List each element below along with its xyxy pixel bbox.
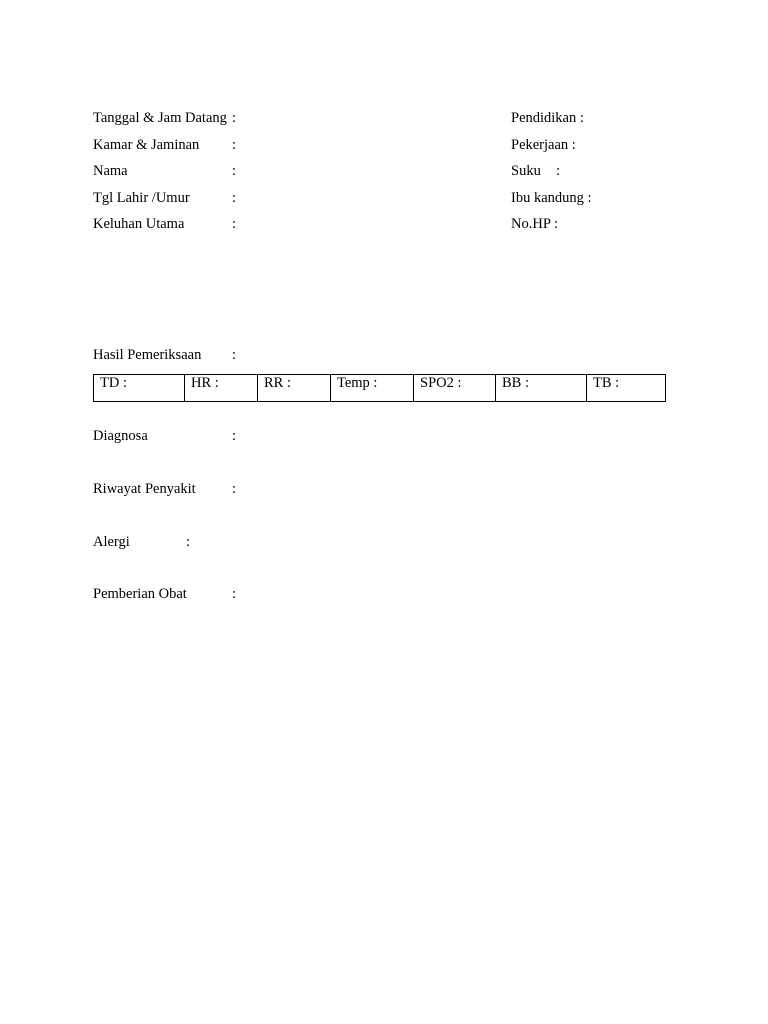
ethnicity-label: Suku [511, 163, 541, 179]
room-insurance-label: Kamar & Jaminan [93, 137, 200, 153]
medication-given-label: Pemberian Obat [93, 586, 187, 602]
mother-name-label: Ibu kandung : [511, 190, 592, 206]
main-complaint-colon: : [232, 216, 237, 232]
medical-history-colon: : [232, 481, 237, 497]
birthdate-age-colon: : [232, 190, 237, 206]
allergy-colon: : [186, 534, 191, 550]
vitals-row [94, 375, 666, 402]
vital-td-cell: TD : [94, 375, 185, 402]
arrival-datetime-colon: : [232, 110, 237, 126]
vital-rr-cell: RR : [258, 375, 331, 402]
education-label: Pendidikan : [511, 110, 584, 126]
vital-tb-cell: TB : [587, 375, 666, 402]
name-label: Nama [93, 163, 128, 179]
phone-number-label: No.HP : [511, 216, 558, 232]
arrival-datetime-label: Tanggal & Jam Datang [93, 110, 227, 126]
room-insurance-colon: : [232, 137, 237, 153]
occupation-label: Pekerjaan : [511, 137, 576, 153]
ethnicity-colon: : [556, 163, 561, 179]
vital-temp-cell: Temp : [331, 375, 414, 402]
medication-given-colon: : [232, 586, 237, 602]
vital-spo2-cell: SPO2 : [414, 375, 496, 402]
diagnosis-label: Diagnosa [93, 428, 148, 444]
exam-results-colon: : [232, 347, 237, 363]
allergy-label: Alergi [93, 534, 130, 550]
vital-bb-cell: BB : [496, 375, 587, 402]
medical-history-label: Riwayat Penyakit [93, 481, 196, 497]
diagnosis-colon: : [232, 428, 237, 444]
main-complaint-label: Keluhan Utama [93, 216, 185, 232]
vital-hr-cell: HR : [185, 375, 258, 402]
birthdate-age-label: Tgl Lahir /Umur [93, 190, 190, 206]
vitals-table [93, 374, 666, 402]
name-colon: : [232, 163, 237, 179]
exam-results-label: Hasil Pemeriksaan [93, 347, 202, 363]
